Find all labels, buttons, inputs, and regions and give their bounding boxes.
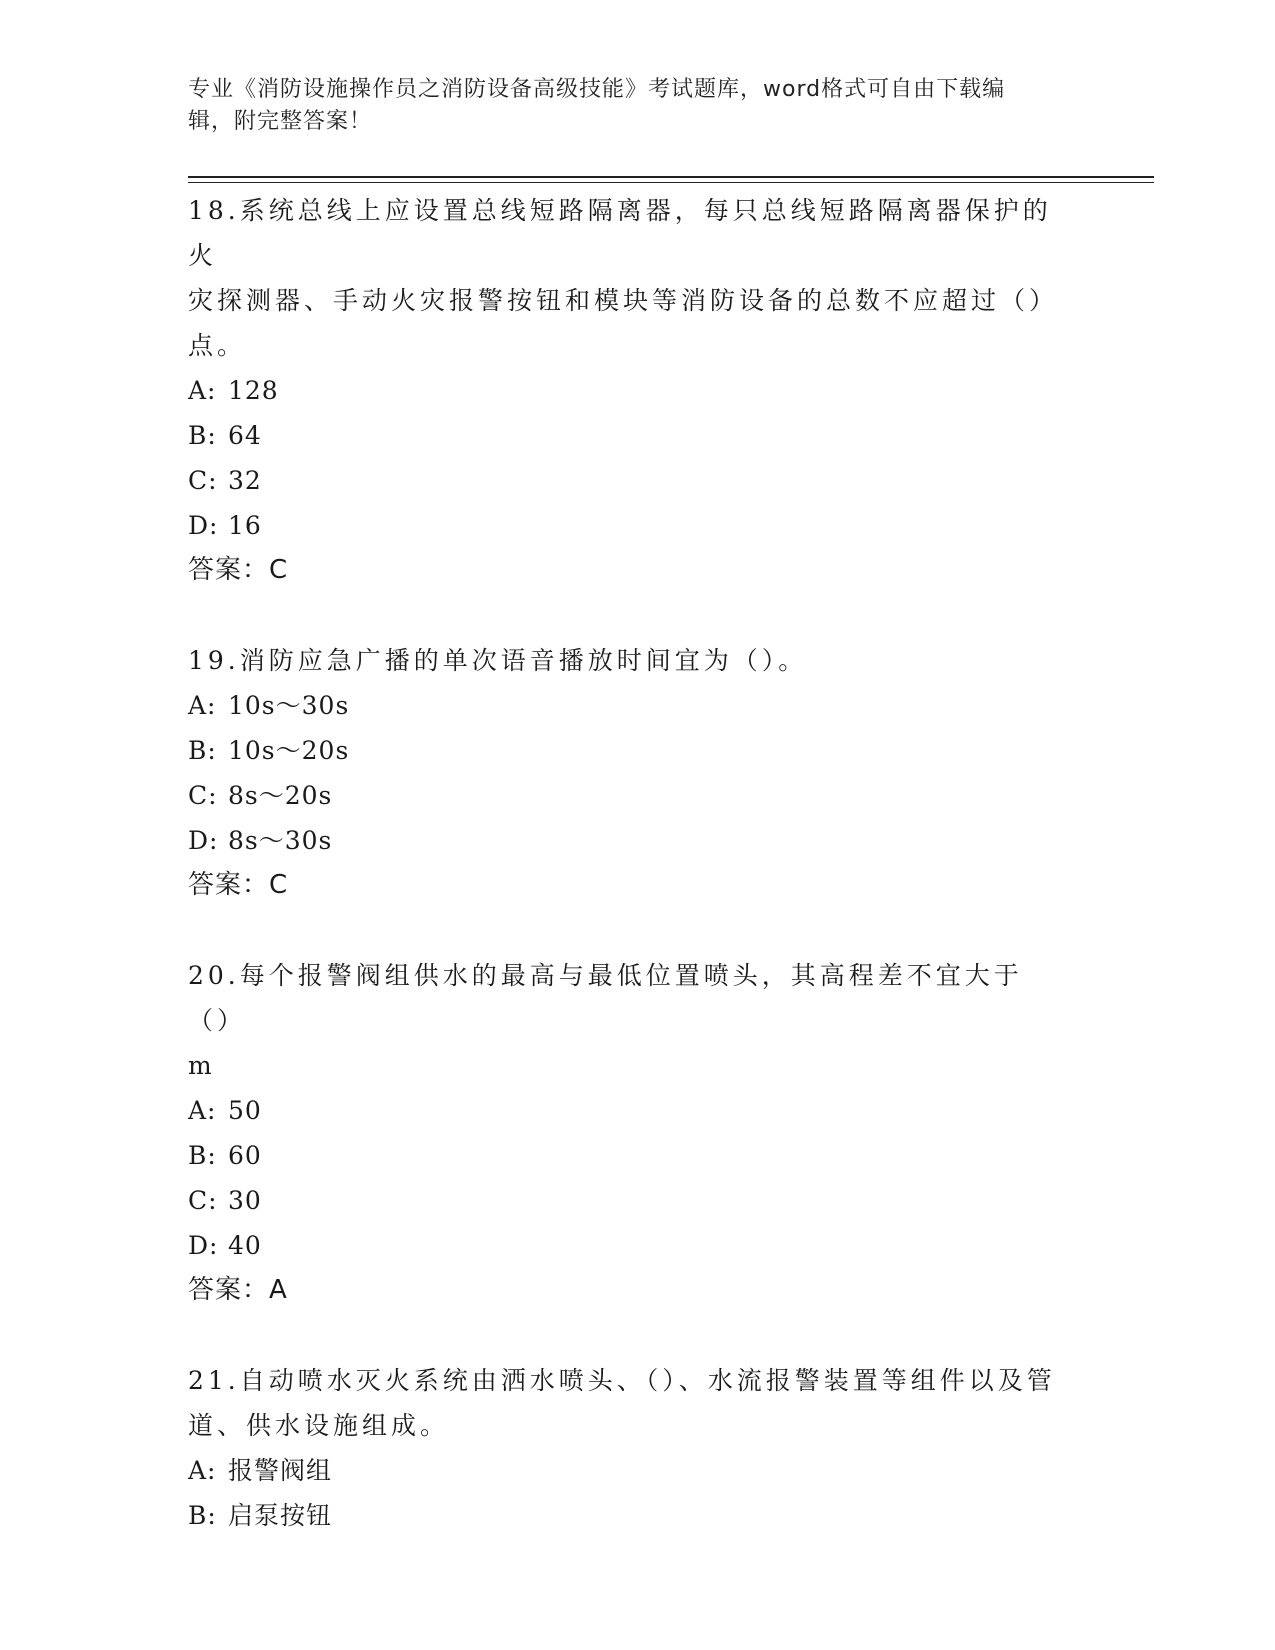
option-c (188, 773, 1088, 818)
option-text: 10s～20s (228, 736, 350, 765)
option-d (188, 503, 1088, 548)
header-line-2: 辑，附完整答案！ (188, 109, 373, 134)
header-divider-thick (188, 176, 1154, 178)
option-text: 8s～30s (228, 826, 333, 855)
option-b (188, 1493, 1088, 1538)
stem-line: m (188, 1051, 216, 1080)
option-text: 60 (228, 1141, 262, 1170)
option-text: 16 (228, 511, 262, 540)
option-label: B: (188, 1501, 217, 1530)
answer-line: 答案：C (188, 870, 289, 900)
option-label: D: (188, 826, 219, 855)
question-stem (188, 638, 1068, 683)
option-a (188, 1088, 1088, 1133)
question-21 (188, 1358, 1088, 1538)
option-text: 50 (228, 1096, 262, 1125)
document-header (188, 74, 1068, 138)
option-text: 30 (228, 1186, 262, 1215)
question-stem (188, 188, 1068, 368)
option-label: A: (188, 691, 217, 720)
question-20 (188, 953, 1088, 1313)
option-label: A: (188, 1096, 217, 1125)
option-text: 8s～20s (228, 781, 333, 810)
option-label: C: (188, 466, 218, 495)
option-d (188, 818, 1088, 863)
header-line-1: 专业《消防设施操作员之消防设备高级技能》考试题库，word格式可自由下载编 (188, 77, 1006, 102)
question-list (188, 188, 1088, 1583)
stem-line: 20.每个报警阀组供水的最高与最低位置喷头，其高程差不宜大于（） (188, 961, 1023, 1035)
option-b (188, 413, 1088, 458)
option-label: B: (188, 1141, 217, 1170)
header-divider-thin (188, 182, 1154, 183)
stem-line: 21.自动喷水灭火系统由洒水喷头、（）、水流报警装置等组件以及管 (188, 1366, 1056, 1395)
option-label: B: (188, 736, 217, 765)
option-text: 10s～30s (228, 691, 350, 720)
option-c (188, 1178, 1088, 1223)
option-text: 启泵按钮 (228, 1501, 333, 1530)
option-text: 40 (228, 1231, 262, 1260)
option-b (188, 1133, 1088, 1178)
option-label: B: (188, 421, 217, 450)
answer-line: 答案：C (188, 555, 289, 585)
stem-line: 点。 (188, 331, 247, 360)
option-c (188, 458, 1088, 503)
stem-line: 灾探测器、手动火灾报警按钮和模块等消防设备的总数不应超过（） (188, 286, 1059, 315)
option-text: 32 (228, 466, 262, 495)
question-18 (188, 188, 1088, 593)
question-19 (188, 638, 1088, 908)
question-stem (188, 953, 1068, 1088)
stem-line: 19.消防应急广播的单次语音播放时间宜为（）。 (188, 646, 808, 675)
option-label: A: (188, 376, 217, 405)
option-label: A: (188, 1456, 217, 1485)
option-text: 64 (228, 421, 262, 450)
option-text: 报警阀组 (228, 1456, 333, 1485)
option-a (188, 368, 1088, 413)
answer-line: 答案：A (188, 1275, 288, 1305)
question-stem (188, 1358, 1068, 1448)
option-text: 128 (228, 376, 279, 405)
option-b (188, 728, 1088, 773)
option-label: C: (188, 781, 218, 810)
option-label: C: (188, 1186, 218, 1215)
option-d (188, 1223, 1088, 1268)
option-a (188, 1448, 1088, 1493)
stem-line: 道、供水设施组成。 (188, 1411, 450, 1440)
option-label: D: (188, 511, 219, 540)
option-a (188, 683, 1088, 728)
option-label: D: (188, 1231, 219, 1260)
stem-line: 18.系统总线上应设置总线短路隔离器，每只总线短路隔离器保护的火 (188, 196, 1052, 270)
